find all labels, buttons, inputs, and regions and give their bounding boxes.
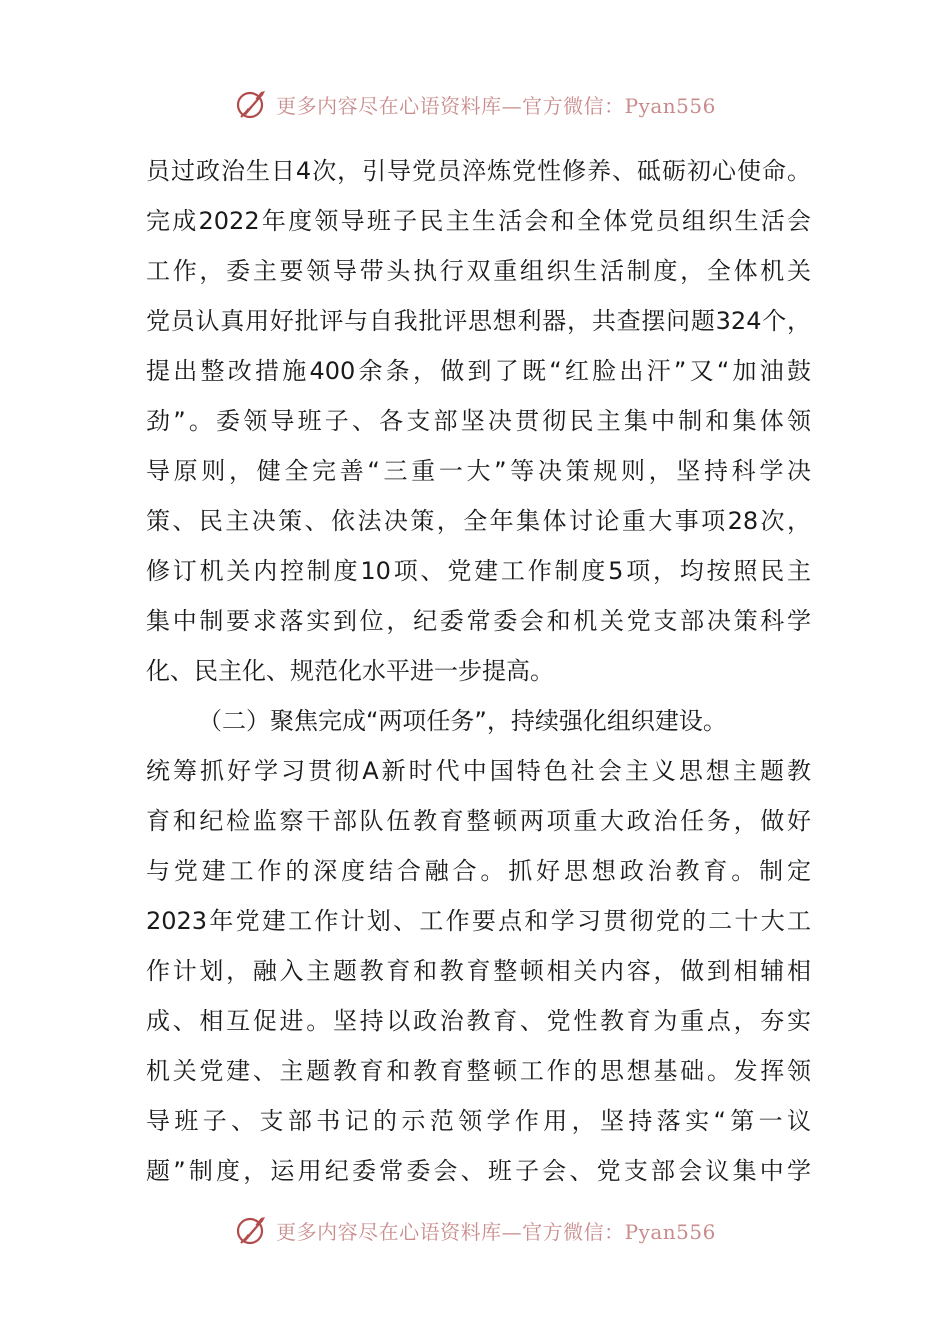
body-line: 修订机关内控制度10项、党建工作制度5项，均按照民主 (146, 557, 811, 585)
body-line: 2023年党建工作计划、工作要点和学习贯彻党的二十大工 (146, 907, 811, 935)
body-line: 导班子、支部书记的示范领学作用，坚持落实“第一议 (146, 1107, 811, 1135)
body-line: 党员认真用好批评与自我批评思想利器，共查摆问题324个， (146, 307, 811, 335)
body-line: 统筹抓好学习贯彻A新时代中国特色社会主义思想主题教 (146, 757, 811, 785)
body-line: 成、相互促进。坚持以政治教育、党性教育为重点，夯实 (146, 1007, 811, 1035)
section-heading: （二）聚焦完成“两项任务”，持续强化组织建设。 (198, 707, 727, 735)
footer-banner (0, 1210, 950, 1250)
body-line: 导原则，健全完善“三重一大”等决策规则，坚持科学决 (146, 457, 811, 485)
header-banner (0, 84, 950, 124)
body-line: 作计划，融入主题教育和教育整顿相关内容，做到相辅相 (146, 957, 811, 985)
body-line: 劲”。委领导班子、各支部坚决贯彻民主集中制和集体领 (146, 407, 811, 435)
quill-pen-seal-icon (234, 86, 270, 122)
body-line: 完成2022年度领导班子民主生活会和全体党员组织生活会 (146, 207, 811, 235)
footer-banner-text: 更多内容尽在心语资料库—官方微信：Pyan556 (276, 1219, 716, 1244)
body-line: 策、民主决策、依法决策，全年集体讨论重大事项28次， (146, 507, 811, 535)
body-line: 机关党建、主题教育和教育整顿工作的思想基础。发挥领 (146, 1057, 811, 1085)
body-line: 员过政治生日4次，引导党员淬炼党性修养、砥砺初心使命。 (146, 157, 811, 185)
body-line: 集中制要求落实到位，纪委常委会和机关党支部决策科学 (146, 607, 811, 635)
quill-pen-seal-icon (234, 1212, 270, 1248)
body-line: 工作，委主要领导带头执行双重组织生活制度，全体机关 (146, 257, 811, 285)
body-line: 提出整改措施400余条，做到了既“红脸出汗”又“加油鼓 (146, 357, 811, 385)
header-banner-text: 更多内容尽在心语资料库—官方微信：Pyan556 (276, 93, 716, 118)
body-line: 题”制度，运用纪委常委会、班子会、党支部会议集中学 (146, 1157, 811, 1185)
body-line: 化、民主化、规范化水平进一步提高。 (146, 657, 554, 685)
body-line: 育和纪检监察干部队伍教育整顿两项重大政治任务，做好 (146, 807, 811, 835)
body-line: 与党建工作的深度结合融合。抓好思想政治教育。制定 (146, 857, 811, 885)
document-body (146, 146, 811, 1196)
